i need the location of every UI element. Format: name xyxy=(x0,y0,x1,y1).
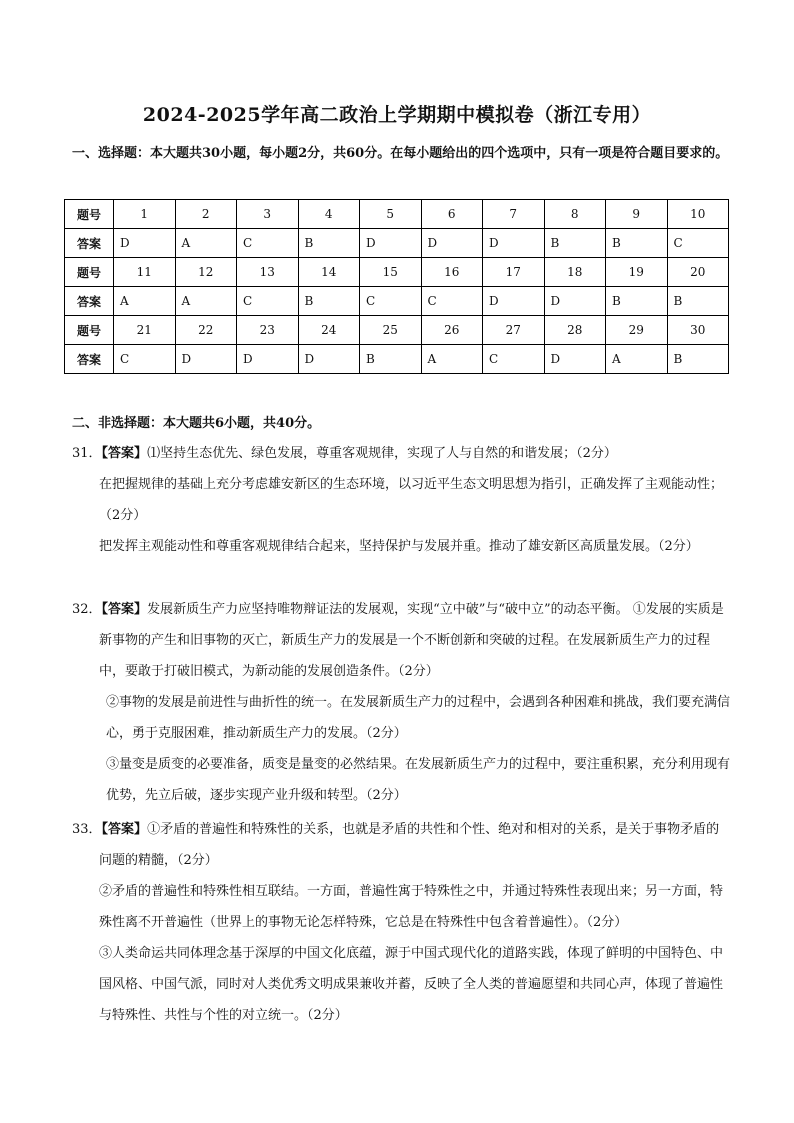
answer-cell: A xyxy=(175,229,237,258)
question-number-row xyxy=(65,258,729,287)
question-number-cell: 15 xyxy=(360,258,422,287)
answer-cell: D xyxy=(175,345,237,374)
question-number-cell: 7 xyxy=(483,200,545,229)
answer-cell: C xyxy=(237,287,299,316)
answer-text: ①矛盾的普遍性和特殊性的关系，也就是矛盾的共性和个性、绝对和相对的关系，是关于事物矛盾的问题的精髓，（2分） xyxy=(99,822,720,868)
answer-32-line-1 xyxy=(72,594,732,687)
answer-label-cell: 答案 xyxy=(65,287,114,316)
question-number-cell: 27 xyxy=(483,316,545,345)
answer-33-line-1 xyxy=(72,814,732,876)
answer-cell: B xyxy=(360,345,422,374)
answer-33-para-2: ②矛盾的普遍性和特殊性相互联结。一方面，普遍性寓于特殊性之中，并通过特殊性表现出来；另一方面，特殊性离不开普遍性（世界上的事物无论怎样特殊，它总是在特殊性中包含着普遍性）。（2分） xyxy=(99,884,724,930)
answer-cell: A xyxy=(114,287,176,316)
question-number-cell: 8 xyxy=(544,200,606,229)
answer-text: 发展新质生产力应坚持唯物辩证法的发展观，实现“立中破”与“破中立”的动态平衡。 ①发展的实质是新事物的产生和旧事物的灭亡，新质生产力的发展是一个不断创新和突破的过程。在发展新质生产力的过程中，要敢于打破旧模式，为新动能的发展创造条件。（2分） xyxy=(99,602,724,679)
answer-cell: D xyxy=(360,229,422,258)
answer-32 xyxy=(72,594,732,811)
question-number-row xyxy=(65,200,729,229)
answer-cell: C xyxy=(360,287,422,316)
question-number-cell: 1 xyxy=(114,200,176,229)
question-label-cell: 题号 xyxy=(65,258,114,287)
answer-31 xyxy=(72,438,732,562)
answer-tag: 【答案】 xyxy=(101,602,148,617)
answer-label-cell: 答案 xyxy=(65,345,114,374)
question-number: 32． xyxy=(72,602,102,617)
question-number-cell: 10 xyxy=(667,200,729,229)
question-label-cell: 题号 xyxy=(65,200,114,229)
question-number-cell: 12 xyxy=(175,258,237,287)
answer-cell: A xyxy=(606,345,668,374)
question-number-cell: 30 xyxy=(667,316,729,345)
answer-cell: C xyxy=(114,345,176,374)
answer-text: ⑴坚持生态优先、绿色发展，尊重客观规律，实现了人与自然的和谐发展；（2分） xyxy=(147,446,617,461)
answer-31-line-1 xyxy=(72,438,732,469)
answer-cell: B xyxy=(667,345,729,374)
answer-cell: D xyxy=(483,229,545,258)
section-heading-multiple-choice: 一、选择题：本大题共30小题，每小题2分，共60分。在每小题给出的四个选项中，只有一项是符合题目要求的。 xyxy=(72,146,729,161)
question-number-row xyxy=(65,316,729,345)
page-title: 2024-2025学年高二政治上学期期中模拟卷（浙江专用） xyxy=(142,104,652,126)
answer-cell: B xyxy=(544,229,606,258)
answer-cell: D xyxy=(544,345,606,374)
question-number-cell: 5 xyxy=(360,200,422,229)
answer-cell: C xyxy=(421,287,483,316)
answer-33 xyxy=(72,814,732,1031)
answer-cell: D xyxy=(421,229,483,258)
answer-tag: 【答案】 xyxy=(101,822,148,837)
question-number-cell: 14 xyxy=(298,258,360,287)
question-number-cell: 17 xyxy=(483,258,545,287)
question-number-cell: 20 xyxy=(667,258,729,287)
question-number: 33． xyxy=(72,822,102,837)
answer-31-para-2: 在把握规律的基础上充分考虑雄安新区的生态环境，以习近平生态文明思想为指引，正确发挥了主观能动性；（2分） xyxy=(99,477,724,523)
question-number-cell: 3 xyxy=(237,200,299,229)
question-number-cell: 28 xyxy=(544,316,606,345)
answer-cell: B xyxy=(606,287,668,316)
answer-table xyxy=(64,199,729,374)
answer-cell: A xyxy=(421,345,483,374)
answer-cell: C xyxy=(237,229,299,258)
answer-cell: D xyxy=(114,229,176,258)
answer-label-cell: 答案 xyxy=(65,229,114,258)
answer-cell: D xyxy=(483,287,545,316)
question-number-cell: 25 xyxy=(360,316,422,345)
question-number-cell: 23 xyxy=(237,316,299,345)
answer-33-para-3: ③人类命运共同体理念基于深厚的中国文化底蕴，源于中国式现代化的道路实践，体现了鲜明的中国特色、中国风格、中国气派，同时对人类优秀文明成果兼收并蓄，反映了全人类的普遍愿望和共同心声，体现了普遍性与特殊性、共性与个性的对立统一。（2分） xyxy=(99,946,724,1023)
question-number-cell: 21 xyxy=(114,316,176,345)
answer-cell: B xyxy=(606,229,668,258)
question-number-cell: 26 xyxy=(421,316,483,345)
question-number-cell: 9 xyxy=(606,200,668,229)
question-number-cell: 6 xyxy=(421,200,483,229)
question-label-cell: 题号 xyxy=(65,316,114,345)
question-number-cell: 13 xyxy=(237,258,299,287)
question-number: 31． xyxy=(72,446,102,461)
answer-cell: D xyxy=(544,287,606,316)
answer-32-para-2: ②事物的发展是前进性与曲折性的统一。在发展新质生产力的过程中，会遇到各种困难和挑战，我们要充满信心，勇于克服困难，推动新质生产力的发展。（2分） xyxy=(106,695,731,741)
answer-row xyxy=(65,345,729,374)
question-number-cell: 19 xyxy=(606,258,668,287)
answer-cell: A xyxy=(175,287,237,316)
answer-cell: B xyxy=(298,229,360,258)
answer-cell: B xyxy=(667,287,729,316)
question-number-cell: 2 xyxy=(175,200,237,229)
answer-cell: C xyxy=(483,345,545,374)
answer-cell: C xyxy=(667,229,729,258)
question-number-cell: 16 xyxy=(421,258,483,287)
answer-row xyxy=(65,287,729,316)
question-number-cell: 22 xyxy=(175,316,237,345)
question-number-cell: 11 xyxy=(114,258,176,287)
answer-31-para-3: 把发挥主观能动性和尊重客观规律结合起来，坚持保护与发展并重。推动了雄安新区高质量发展。（2分） xyxy=(99,539,699,554)
question-number-cell: 24 xyxy=(298,316,360,345)
answer-cell: D xyxy=(298,345,360,374)
answer-32-para-3: ③量变是质变的必要准备，质变是量变的必然结果。在发展新质生产力的过程中，要注重积累，充分利用现有优势，先立后破，逐步实现产业升级和转型。（2分） xyxy=(106,757,731,803)
question-number-cell: 4 xyxy=(298,200,360,229)
answer-tag: 【答案】 xyxy=(101,446,148,461)
section-heading-non-choice: 二、非选择题：本大题共6小题，共40分。 xyxy=(72,416,321,431)
question-number-cell: 29 xyxy=(606,316,668,345)
question-number-cell: 18 xyxy=(544,258,606,287)
answer-row xyxy=(65,229,729,258)
answer-cell: B xyxy=(298,287,360,316)
answer-cell: D xyxy=(237,345,299,374)
